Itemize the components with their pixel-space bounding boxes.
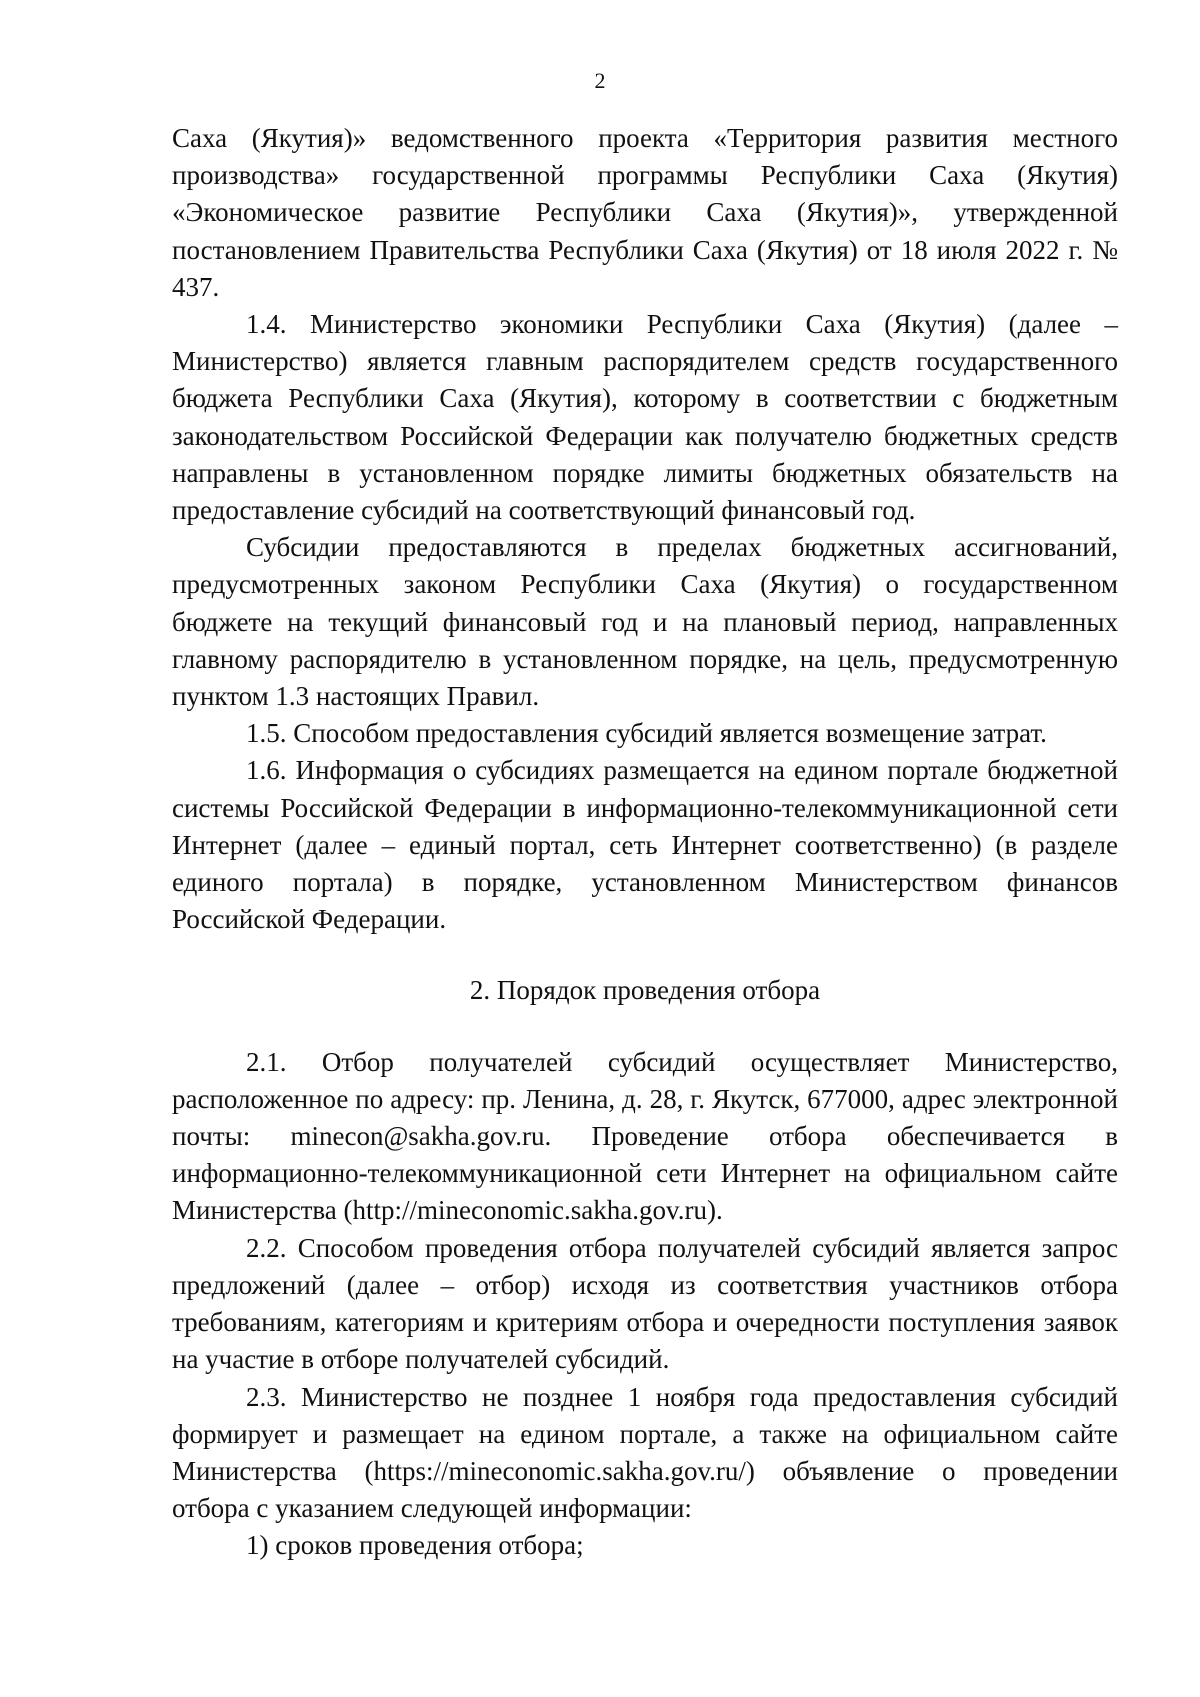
- paragraph-2-1: 2.1. Отбор получателей субсидий осуществляет Министерство, расположенное по адресу: пр. Ленина, д. 28, г. Якутск, 677000, адрес электронной почты: minecon@sakha.gov.ru. Проведение отбора обеспечивается в информационно-телекоммуникационной сети Интернет на официальном сайте Министерства (http://mineconomic.sakha.gov.ru).: [172, 1046, 1118, 1226]
- paragraph-2-3: 2.3. Министерство не позднее 1 ноября года предоставления субсидий формирует и размещает на едином портале, а также на официальном сайте Министерства (https://mineconomic.sakha.gov.ru/) объявление о проведении отбора с указанием следующей информации:: [172, 1381, 1118, 1524]
- paragraph-2-2: 2.2. Способом проведения отбора получателей субсидий является запрос предложений (далее – отбор) исходя из соответствия участников отбора требованиям, категориям и критериям отбора и очередности поступления заявок на участие в отборе получателей субсидий.: [172, 1232, 1118, 1375]
- paragraph-1-6: 1.6. Информация о субсидиях размещается на едином портале бюджетной системы Российской Федерации в информационно-телекоммуникационной сети Интернет (далее – единый портал, сеть Интернет соответственно) (в разделе единого портала) в порядке, установленном Министерством финансов Российской Федерации.: [172, 755, 1118, 935]
- page-number: 2: [594, 68, 606, 93]
- document-body: [172, 120, 1118, 1565]
- list-item-1: 1) сроков проведения отбора;: [246, 1530, 584, 1561]
- paragraph-1-4: 1.4. Министерство экономики Республики Саха (Якутия) (далее – Министерство) является главным распорядителем средств государственного бюджета Республики Саха (Якутия), которому в соответствии с бюджетным законодательством Российской Федерации как получателю бюджетных средств направлены в установленном порядке лимиты бюджетных обязательств на предоставление субсидий на соответствующий финансовый год.: [172, 309, 1118, 526]
- section-heading: 2. Порядок проведения отбора: [469, 975, 821, 1006]
- paragraph-intro-continuation: Саха (Якутия)» ведомственного проекта «Территория развития местного производства» государственной программы Республики Саха (Якутия) «Экономическое развитие Республики Саха (Якутия)», утвержденной постановлением Правительства Республики Саха (Якутия) от 18 июля 2022 г. № 437.: [172, 123, 1118, 302]
- paragraph-1-5: 1.5. Способом предоставления субсидий является возмещение затрат.: [246, 718, 1047, 749]
- paragraph-subsidies-limits: Субсидии предоставляются в пределах бюджетных ассигнований, предусмотренных законом Республики Саха (Якутия) о государственном бюджете на текущий финансовый год и на плановый период, направленных главному распорядителю в установленном порядке, на цель, предусмотренную пунктом 1.3 настоящих Правил.: [172, 532, 1118, 712]
